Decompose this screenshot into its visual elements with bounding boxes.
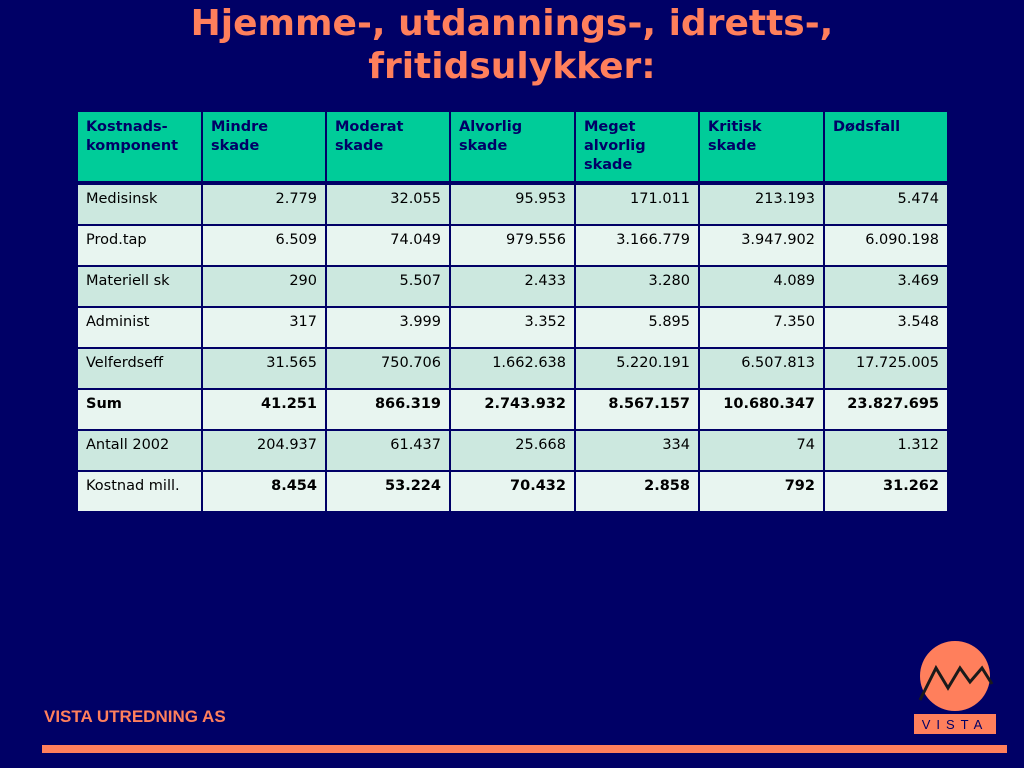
table-cell: 213.193 [699,183,824,225]
table-cell: 1.312 [824,430,948,471]
table-cell: 334 [575,430,699,471]
table-cell: 750.706 [326,348,450,389]
table-row [77,266,948,307]
table-cell: 31.262 [824,471,948,512]
header-very-serious-injury: Meget alvorlig skade [575,111,699,183]
table-cell: 32.055 [326,183,450,225]
table-cell: 10.680.347 [699,389,824,430]
table-cell: 95.953 [450,183,575,225]
table-cell: 8.454 [202,471,326,512]
table-row [77,225,948,266]
table-cell: 3.166.779 [575,225,699,266]
table-cell: 979.556 [450,225,575,266]
header-minor-injury: Mindre skade [202,111,326,183]
table-row [77,430,948,471]
table-cell: 6.090.198 [824,225,948,266]
table-row [77,471,948,512]
table-cell: 17.725.005 [824,348,948,389]
table-row [77,307,948,348]
row-label: Kostnad mill. [77,471,202,512]
table-cell: 2.433 [450,266,575,307]
table-cell: 317 [202,307,326,348]
table-cell: 290 [202,266,326,307]
row-label: Materiell sk [77,266,202,307]
table-row [77,348,948,389]
table-cell: 74.049 [326,225,450,266]
table-cell: 4.089 [699,266,824,307]
header-serious-injury: Alvorlig skade [450,111,575,183]
table-cell: 74 [699,430,824,471]
table-cell: 6.507.813 [699,348,824,389]
table-cell: 25.668 [450,430,575,471]
table-cell: 61.437 [326,430,450,471]
table-cell: 70.432 [450,471,575,512]
table-cell: 3.280 [575,266,699,307]
header-critical-injury: Kritisk skade [699,111,824,183]
row-label: Prod.tap [77,225,202,266]
table-cell: 792 [699,471,824,512]
header-cost-component: Kostnads- komponent [77,111,202,183]
footer-company-name: VISTA UTREDNING AS [44,707,226,726]
row-label: Velferdseff [77,348,202,389]
table-cell: 31.565 [202,348,326,389]
cost-table [76,110,949,513]
page-title-line-1: Hjemme-, utdannings-, idretts-, [190,3,834,44]
table-cell: 204.937 [202,430,326,471]
table-cell: 2.779 [202,183,326,225]
table-cell: 2.743.932 [450,389,575,430]
table-cell: 171.011 [575,183,699,225]
table-cell: 5.220.191 [575,348,699,389]
row-label: Medisinsk [77,183,202,225]
table-cell: 53.224 [326,471,450,512]
table-cell: 7.350 [699,307,824,348]
table-cell: 5.474 [824,183,948,225]
page-title-line-2: fritidsulykker: [368,46,656,87]
table-cell: 5.507 [326,266,450,307]
table-body [77,183,948,512]
header-fatality: Dødsfall [824,111,948,183]
table-cell: 8.567.157 [575,389,699,430]
header-moderate-injury: Moderat skade [326,111,450,183]
table-cell: 5.895 [575,307,699,348]
table-cell: 3.548 [824,307,948,348]
table-row [77,389,948,430]
table-cell: 3.947.902 [699,225,824,266]
table-cell: 2.858 [575,471,699,512]
row-label: Administ [77,307,202,348]
table-cell: 3.999 [326,307,450,348]
table-cell: 3.469 [824,266,948,307]
table-cell: 41.251 [202,389,326,430]
table-row [77,183,948,225]
table-cell: 6.509 [202,225,326,266]
page-title [0,2,1024,88]
row-label: Antall 2002 [77,430,202,471]
table-cell: 3.352 [450,307,575,348]
table-cell: 866.319 [326,389,450,430]
table-header-row [77,111,948,183]
vista-logo [912,638,998,736]
row-label: Sum [77,389,202,430]
footer-divider [42,745,1007,753]
table-cell: 23.827.695 [824,389,948,430]
table-cell: 1.662.638 [450,348,575,389]
logo-text: VISTA [921,717,989,732]
